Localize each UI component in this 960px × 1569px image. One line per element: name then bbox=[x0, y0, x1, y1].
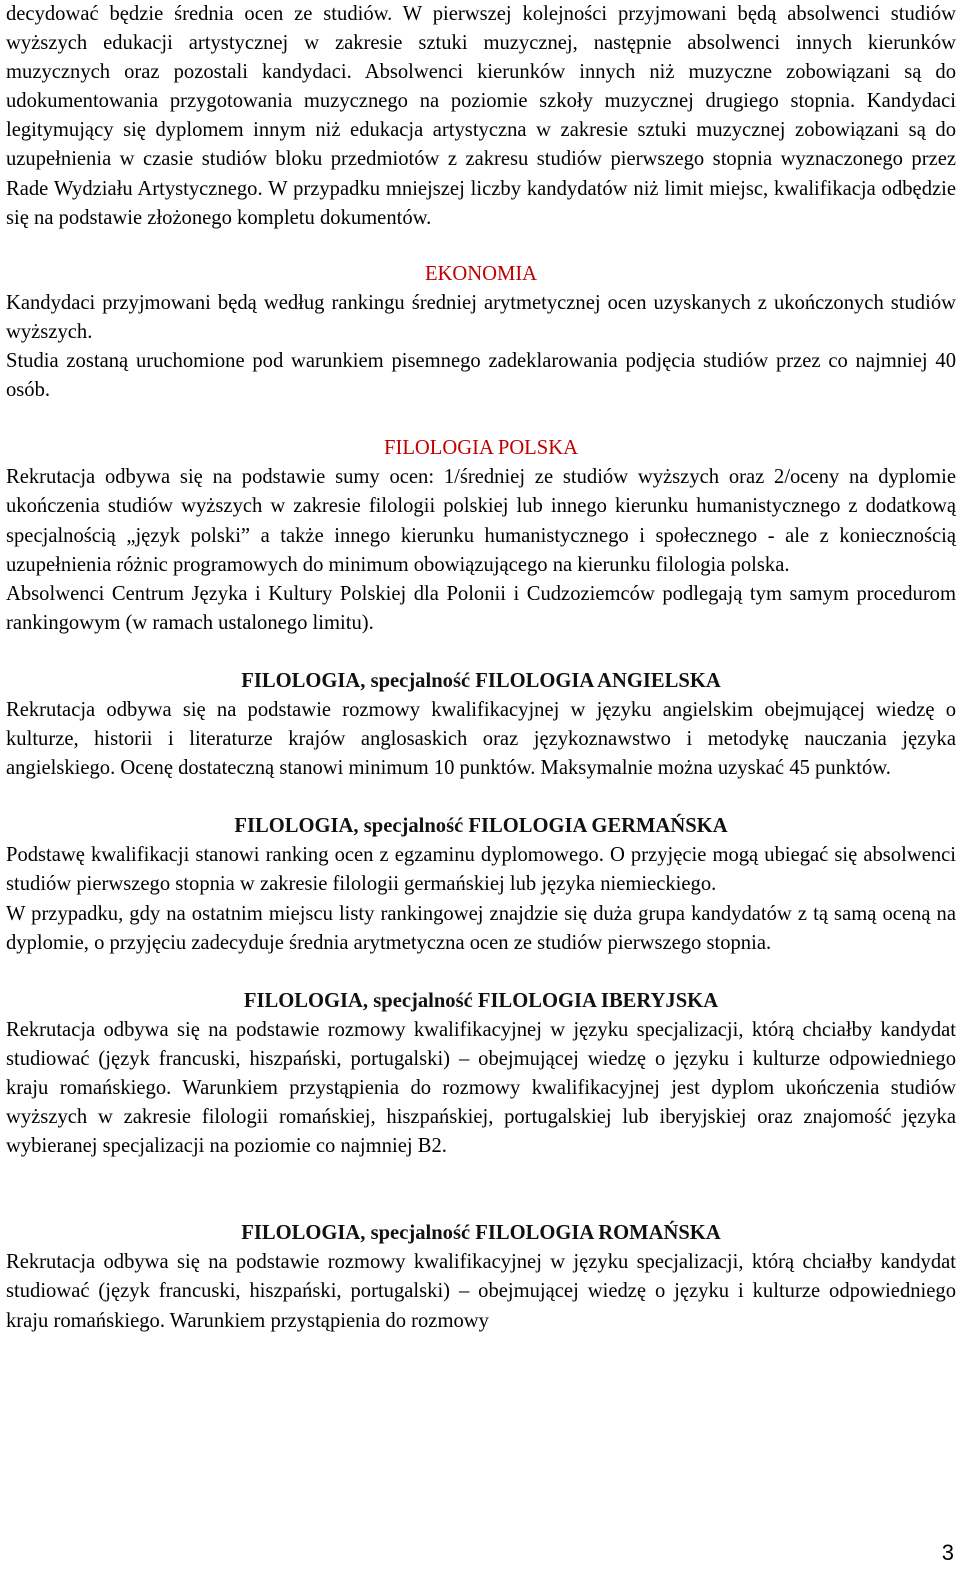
section-paragraph: Rekrutacja odbywa się na podstawie rozmowy kwalifikacyjnej w języku angielskim obejmującej wiedzę o kulturze, historii i literaturze krajów anglosaskich oraz językoznawstwo i metodykę nauczania języka angielskiego. Ocenę dostateczną stanowi minimum 10 punktów. Maksymalnie można uzyskać 45 punktów. bbox=[6, 698, 956, 780]
section-paragraph: Rekrutacja odbywa się na podstawie sumy ocen: 1/średniej ze studiów wyższych oraz 2/oceny na dyplomie ukończenia studiów wyższych w zakresie filologii polskiej lub innego kierunku humanistycznego z dodatkową specjalnością „język polski” a także innego kierunku humanistycznego i społecznego - ale z koniecznością uzupełnienia różnic programowych do minimum obowiązującego na kierunku filologia polska. bbox=[6, 466, 956, 576]
section-heading-filologia-polska: FILOLOGIA POLSKA bbox=[384, 437, 578, 460]
page-number: 3 bbox=[941, 1540, 954, 1565]
section-paragraph: Rekrutacja odbywa się na podstawie rozmowy kwalifikacyjnej w języku specjalizacji, którą chciałby kandydat studiować (język francuski, hiszpański, portugalski) – obejmującej wiedzę o języku i kulturze odpowiedniego kraju romańskiego. Warunkiem przystąpienia do rozmowy kwalifikacyjnej jest dyplom ukończenia studiów wyższych w zakresie filologii romańskiej, hiszpańskiej, portugalskiej lub iberyjskiej oraz znajomość języka wybieranej specjalizacji na poziomie co najmniej B2. bbox=[6, 1018, 956, 1158]
spacer bbox=[6, 783, 956, 812]
section-paragraph: W przypadku, gdy na ostatnim miejscu listy rankingowej znajdzie się duża grupa kandydatów z tą samą oceną na dyplomie, o przyjęciu zadecyduje średnia arytmetyczna ocen ze studiów pierwszego stopnia. bbox=[6, 902, 956, 954]
document-page bbox=[6, 0, 956, 1336]
section-heading-filologia-iberyjska: FILOLOGIA, specjalność FILOLOGIA IBERYJSKA bbox=[243, 989, 719, 1012]
section-heading-filologia-romanska: FILOLOGIA, specjalność FILOLOGIA ROMAŃSKA bbox=[241, 1222, 721, 1245]
spacer bbox=[6, 405, 956, 434]
section-heading-filologia-angielska: FILOLOGIA, specjalność FILOLOGIA ANGIELSKA bbox=[241, 669, 721, 692]
spacer bbox=[6, 233, 956, 260]
section-paragraph: Kandydaci przyjmowani będą według rankingu średniej arytmetycznej ocen uzyskanych z ukończonych studiów wyższych. bbox=[6, 291, 956, 343]
spacer bbox=[6, 638, 956, 667]
section-paragraph: Absolwenci Centrum Języka i Kultury Polskiej dla Polonii i Cudzoziemców podlegają tym samym procedurom rankingowym (w ramach ustalonego limitu). bbox=[6, 582, 956, 634]
spacer bbox=[6, 958, 956, 987]
section-paragraph: Podstawę kwalifikacji stanowi ranking ocen z egzaminu dyplomowego. O przyjęcie mogą ubiegać się absolwenci studiów pierwszego stopnia w zakresie filologii germańskiej lub języka niemieckiego. bbox=[6, 844, 956, 896]
section-heading-ekonomia: EKONOMIA bbox=[424, 262, 538, 285]
spacer bbox=[6, 1161, 956, 1219]
intro-paragraph: decydować będzie średnia ocen ze studiów. W pierwszej kolejności przyjmowani będą absolwenci studiów wyższych edukacji artystycznej w zakresie sztuki muzycznej, następnie absolwenci innych kierunków muzycznych oraz pozostali kandydaci. Absolwenci kierunków innych niż muzyczne zobowiązani są do udokumentowania przygotowania muzycznego na poziomie szkoły muzycznej drugiego stopnia. Kandydaci legitymujący się dyplomem innym niż edukacja artystyczna w zakresie sztuki muzycznej zobowiązani są do uzupełnienia w czasie studiów bloku przedmiotów z zakresu studiów pierwszego stopnia wyznaczonego przez Rade Wydziału Artystycznego. W przypadku mniejszej liczby kandydatów niż limit miejsc, kwalifikacja odbędzie się na podstawie złożonego kompletu dokumentów. bbox=[6, 3, 956, 229]
section-heading-filologia-germanska: FILOLOGIA, specjalność FILOLOGIA GERMAŃSKA bbox=[234, 815, 728, 838]
section-paragraph: Rekrutacja odbywa się na podstawie rozmowy kwalifikacyjnej w języku specjalizacji, którą chciałby kandydat studiować (język francuski, hiszpański, portugalski) – obejmującej wiedzę o języku i kulturze odpowiedniego kraju romańskiego. Warunkiem przystąpienia do rozmowy bbox=[6, 1251, 956, 1332]
section-paragraph: Studia zostaną uruchomione pod warunkiem pisemnego zadeklarowania podjęcia studiów przez co najmniej 40 osób. bbox=[6, 350, 956, 402]
